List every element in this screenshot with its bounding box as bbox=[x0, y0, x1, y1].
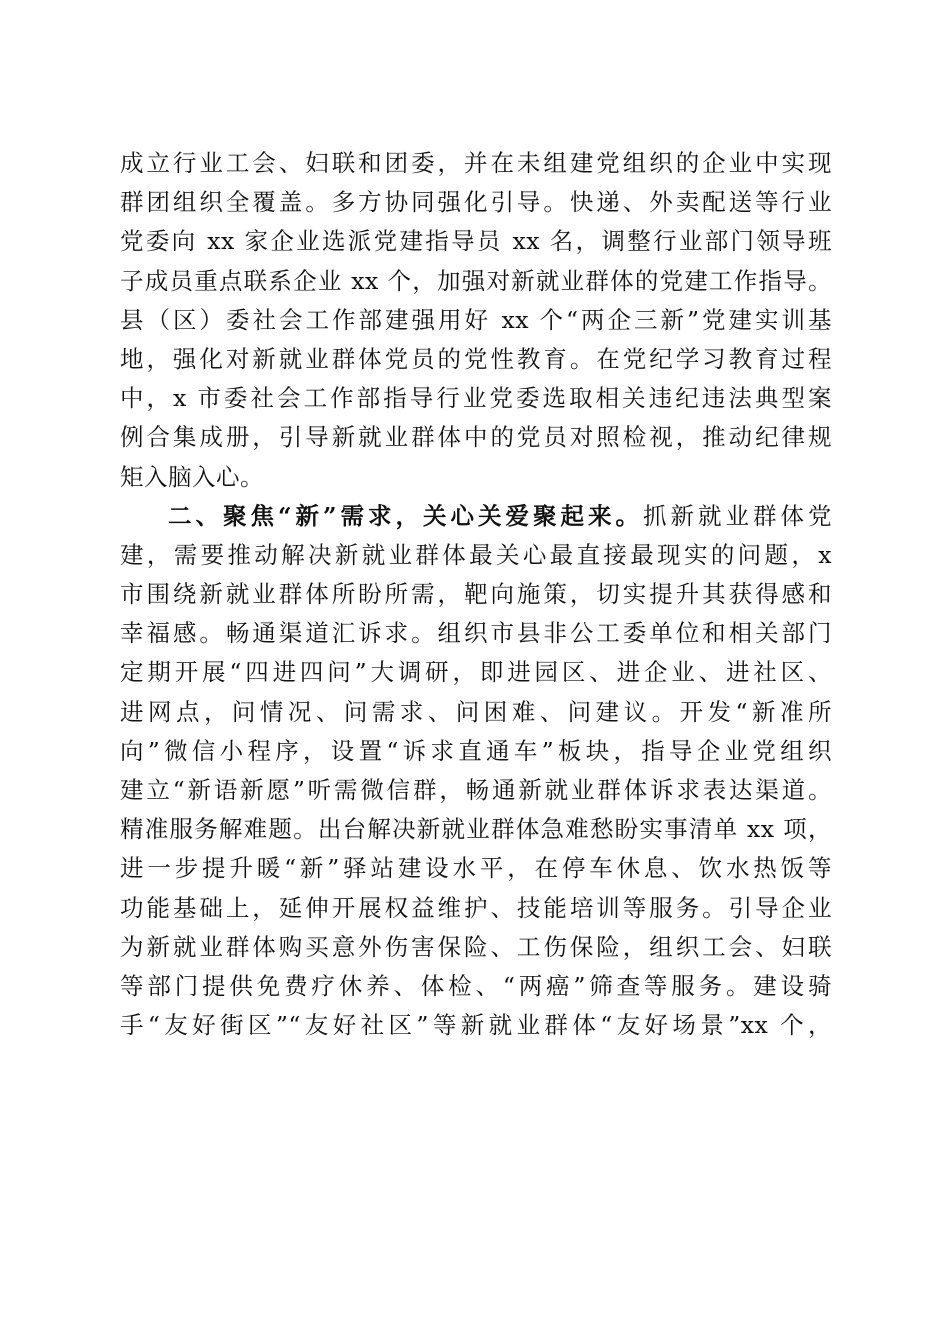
text-line: 建，需要推动解决新就业群体最关心最直接最现实的问题，x bbox=[120, 540, 832, 569]
text-line: 党委向 xx 家企业选派党建指导员 xx 名，调整行业部门领导班 bbox=[120, 227, 832, 256]
text-line: 为新就业群体购买意外伤害保险、工伤保险，组织工会、妇联 bbox=[120, 932, 832, 961]
text-line: 例合集成册，引导新就业群体中的党员对照检视，推动纪律规 bbox=[120, 423, 832, 452]
heading-line-rest: 抓新就业群体党 bbox=[643, 501, 832, 530]
text-line: 幸福感。畅通渠道汇诉求。组织市县非公工委单位和相关部门 bbox=[120, 619, 832, 648]
text-line: 精准服务解难题。出台解决新就业群体急难愁盼实事清单 xx 项， bbox=[120, 815, 832, 844]
text-line: 功能基础上，延伸开展权益维护、技能培训等服务。引导企业 bbox=[120, 893, 832, 922]
paragraph-1 bbox=[120, 144, 832, 497]
text-line: 向”微信小程序，设置“诉求直通车”板块，指导企业党组织 bbox=[120, 736, 832, 765]
text-line: 定期开展“四进四问”大调研，即进园区、进企业、进社区、 bbox=[120, 658, 832, 687]
text-line: 县（区）委社会工作部建强用好 xx 个“两企三新”党建实训基 bbox=[120, 305, 832, 334]
document-body bbox=[120, 144, 832, 1045]
text-line: 群团组织全覆盖。多方协同强化引导。快递、外卖配送等行业 bbox=[120, 188, 832, 217]
text-line: 等部门提供免费疗休养、体检、“两癌”筛查等服务。建设骑 bbox=[120, 971, 832, 1000]
text-line: 进网点，问情况、问需求、问困难、问建议。开发“新准所 bbox=[120, 697, 832, 726]
text-line: 建立“新语新愿”听需微信群，畅通新就业群体诉求表达渠道。 bbox=[120, 776, 832, 804]
text-line: 矩入脑入心。 bbox=[120, 462, 264, 491]
text-line-first bbox=[120, 497, 832, 536]
text-line: 市围绕新就业群体所盼所需，靶向施策，切实提升其获得感和 bbox=[120, 580, 832, 609]
text-line: 进一步提升暖“新”驿站建设水平，在停车休息、饮水热饭等 bbox=[120, 854, 832, 883]
section-heading: 二、聚焦“新”需求，关心关爱聚起来。 bbox=[168, 501, 643, 530]
text-line: 子成员重点联系企业 xx 个，加强对新就业群体的党建工作指导。 bbox=[120, 266, 832, 295]
text-line: 中，x 市委社会工作部指导行业党委选取相关违纪违法典型案 bbox=[120, 384, 832, 413]
paragraph-2 bbox=[120, 497, 832, 1046]
text-line: 地，强化对新就业群体党员的党性教育。在党纪学习教育过程 bbox=[120, 344, 832, 373]
text-line: 手“友好街区”“友好社区”等新就业群体“友好场景”xx 个， bbox=[120, 1011, 832, 1040]
text-line: 成立行业工会、妇联和团委，并在未组建党组织的企业中实现 bbox=[120, 149, 832, 177]
